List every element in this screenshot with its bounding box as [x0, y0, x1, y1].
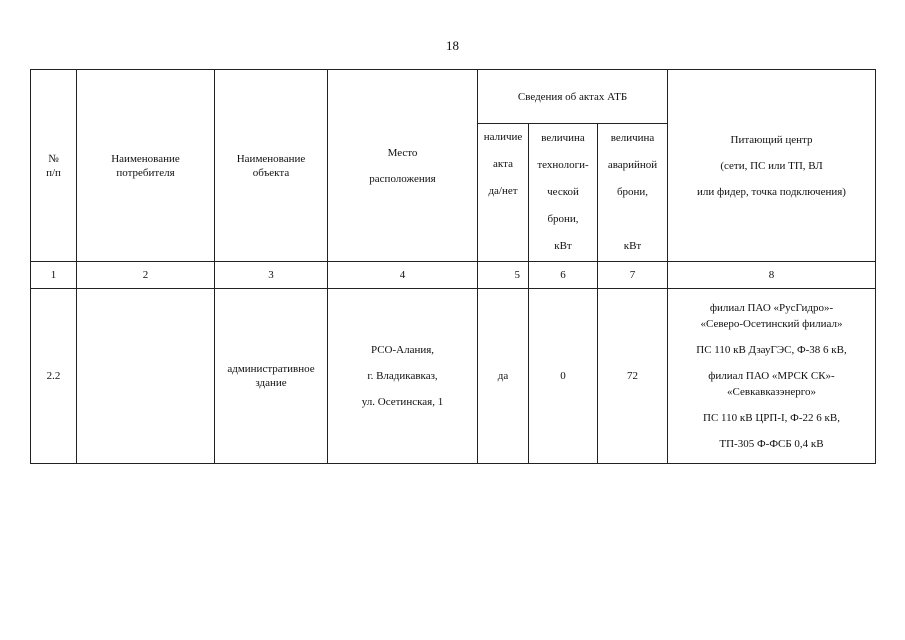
header-location: Место расположения — [328, 70, 478, 262]
cell-object: административное здание — [215, 289, 328, 464]
cell-tech-reserve: 0 — [529, 289, 598, 464]
column-number: 5 — [478, 262, 529, 289]
cell-location: РСО-Алания, г. Владикавказ, ул. Осетинская, 1 — [328, 289, 478, 464]
header-power-center: Питающий центр (сети, ПС или ТП, ВЛ или фидер, точка подключения) — [668, 70, 876, 262]
atb-table — [30, 69, 876, 464]
column-number: 7 — [598, 262, 668, 289]
header-tech-reserve: величина технологи- ческой брони, кВт — [529, 124, 598, 262]
column-number-row — [31, 262, 876, 289]
cell-consumer — [77, 289, 215, 464]
column-number: 2 — [77, 262, 215, 289]
column-number: 4 — [328, 262, 478, 289]
header-atb-group: Сведения об актах АТБ — [478, 70, 668, 124]
header-consumer: Наименование потребителя — [77, 70, 215, 262]
header-row-top — [31, 70, 876, 124]
header-num: № п/п — [31, 70, 77, 262]
page-number: 18 — [446, 38, 459, 53]
column-number: 8 — [668, 262, 876, 289]
cell-act: да — [478, 289, 529, 464]
header-emergency-reserve: величина аварийной брони, кВт — [598, 124, 668, 262]
cell-num: 2.2 — [31, 289, 77, 464]
column-number: 3 — [215, 262, 328, 289]
header-object: Наименование объекта — [215, 70, 328, 262]
column-number: 1 — [31, 262, 77, 289]
table-row — [31, 289, 876, 464]
column-number: 6 — [529, 262, 598, 289]
header-act: наличие акта да/нет — [478, 124, 529, 262]
cell-power-center: филиал ПАО «РусГидро»- «Северо-Осетинский филиал» ПС 110 кВ ДзауГЭС, Ф-38 6 кВ, филиал ПАО «МРСК СК»- «Севкавказэнерго» ПС 110 кВ ЦРП-I, Ф-22 6 кВ, ТП-305 Ф-ФСБ 0,4 кВ — [668, 289, 876, 464]
cell-emergency-reserve: 72 — [598, 289, 668, 464]
